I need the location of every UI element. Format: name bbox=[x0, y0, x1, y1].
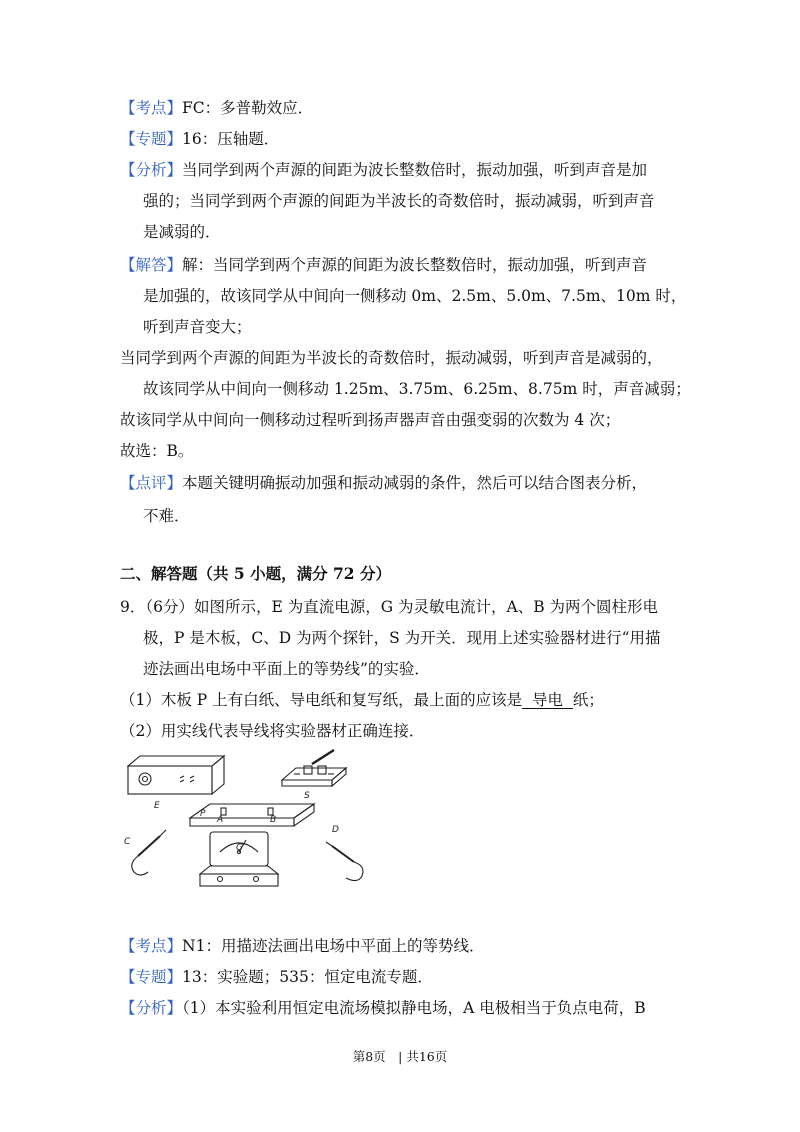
zhuanti-tag: 专题 bbox=[135, 130, 167, 148]
label-d: D bbox=[332, 825, 339, 835]
galvanometer-g bbox=[200, 832, 278, 886]
label-c: C bbox=[124, 837, 131, 847]
jieda-text-1: 解：当同学到两个声源的间距为波长整数倍时，振动加强，听到声音 bbox=[182, 256, 648, 274]
section-heading: 二、解答题（共 5 小题，满分 72 分） bbox=[120, 564, 391, 583]
fenxi-line-1: 【分析】当同学到两个声源的间距为波长整数倍时，振动加强，听到声音是加 bbox=[120, 161, 648, 179]
q9-sub2: （2）用实线代表导线将实验器材正确连接． bbox=[120, 722, 425, 740]
fenxi-text-1: 当同学到两个声源的间距为波长整数倍时，振动加强，听到声音是加 bbox=[182, 161, 648, 179]
jieda-tag: 解答 bbox=[135, 256, 167, 274]
fenxi-tag: 分析 bbox=[135, 161, 167, 179]
page-footer: 第8页 | 共16页 bbox=[352, 1049, 448, 1064]
label-a: A bbox=[217, 815, 224, 825]
dianping-text-1: 本题关键明确振动加强和振动减弱的条件，然后可以结合图表分析， bbox=[182, 474, 648, 492]
jieda-line-3: 听到声音变大； bbox=[143, 318, 252, 336]
kaodian2-line: 【考点】N1：用描迹法画出电场中平面上的等势线． bbox=[120, 937, 485, 955]
power-supply-e bbox=[128, 756, 224, 794]
jieda-line-4: 当同学到两个声源的间距为半波长的奇数倍时，振动减弱，听到声音是减弱的， bbox=[120, 349, 663, 367]
experiment-figure bbox=[120, 746, 380, 896]
q9-line-1: 9．（6分）如图所示，E 为直流电源，G 为灵敏电流计，A、B 为两个圆柱形电 bbox=[120, 598, 659, 616]
fenxi2-tag: 分析 bbox=[135, 999, 167, 1017]
kaodian2-tag: 考点 bbox=[135, 937, 167, 955]
fenxi2-line: 【分析】（1）本实验利用恒定电流场模拟静电场，A 电极相当于负点电荷，B bbox=[120, 999, 646, 1017]
q9-sub1-pre: （1）木板 P 上有白纸、导电纸和复写纸，最上面的应该是 bbox=[120, 691, 523, 709]
fenxi2-text: （1）本实验利用恒定电流场模拟静电场，A 电极相当于负点电荷，B bbox=[182, 999, 646, 1017]
q9-sub1 bbox=[120, 689, 604, 711]
dianping-tag: 点评 bbox=[135, 474, 167, 492]
kaodian-tag: 考点 bbox=[135, 99, 167, 117]
switch-s bbox=[282, 750, 346, 786]
zhuanti2-text: 13：实验题；535：恒定电流专题． bbox=[182, 968, 433, 986]
dianping-line-1: 【点评】本题关键明确振动加强和振动减弱的条件，然后可以结合图表分析， bbox=[120, 474, 648, 492]
zhuanti2-line: 【专题】13：实验题；535：恒定电流专题． bbox=[120, 968, 433, 986]
zhuanti-text: 16：压轴题． bbox=[182, 130, 280, 148]
kaodian2-text: N1：用描迹法画出电场中平面上的等势线． bbox=[182, 937, 485, 955]
zhuanti-line: 【专题】16：压轴题． bbox=[120, 130, 280, 148]
label-b: B bbox=[270, 815, 277, 825]
q9-sub1-post: 纸； bbox=[572, 691, 604, 709]
probe-c bbox=[132, 830, 166, 875]
jieda-line-5: 故该同学从中间向一侧移动 1.25m、3.75m、6.25m、8.75m 时，声音减弱； bbox=[143, 380, 691, 398]
label-g: G bbox=[236, 843, 243, 853]
fenxi-line-3: 是减弱的． bbox=[143, 223, 221, 241]
zhuanti2-tag: 专题 bbox=[135, 968, 167, 986]
q9-line-2: 极，P 是木板，C、D 为两个探针，S 为开关．现用上述实验器材进行“用描 bbox=[143, 629, 661, 647]
jieda-line-6: 故该同学从中间向一侧移动过程听到扬声器声音由强变弱的次数为 4 次； bbox=[120, 411, 621, 429]
jieda-line-1: 【解答】解：当同学到两个声源的间距为波长整数倍时，振动加强，听到声音 bbox=[120, 256, 648, 274]
kaodian-line: 【考点】FC：多普勒效应． bbox=[120, 99, 314, 117]
fenxi-line-2: 强的；当同学到两个声源的间距为半波长的奇数倍时，振动减弱，听到声音 bbox=[143, 192, 655, 210]
label-e: E bbox=[154, 801, 160, 811]
q9-sub1-answer: 导电 bbox=[532, 691, 564, 709]
jieda-line-2: 是加强的，故该同学从中间向一侧移动 0m、2.5m、5.0m、7.5m、10m 时， bbox=[143, 287, 687, 305]
label-s: S bbox=[304, 791, 310, 801]
probe-d bbox=[326, 842, 363, 881]
kaodian-text: FC：多普勒效应． bbox=[182, 99, 314, 117]
jieda-line-7: 故选：B。 bbox=[120, 442, 194, 460]
label-p: P bbox=[200, 809, 206, 819]
q9-line-3: 迹法画出电场中平面上的等势线”的实验． bbox=[143, 660, 430, 678]
dianping-line-2: 不难． bbox=[143, 507, 190, 525]
board-p bbox=[190, 804, 314, 826]
